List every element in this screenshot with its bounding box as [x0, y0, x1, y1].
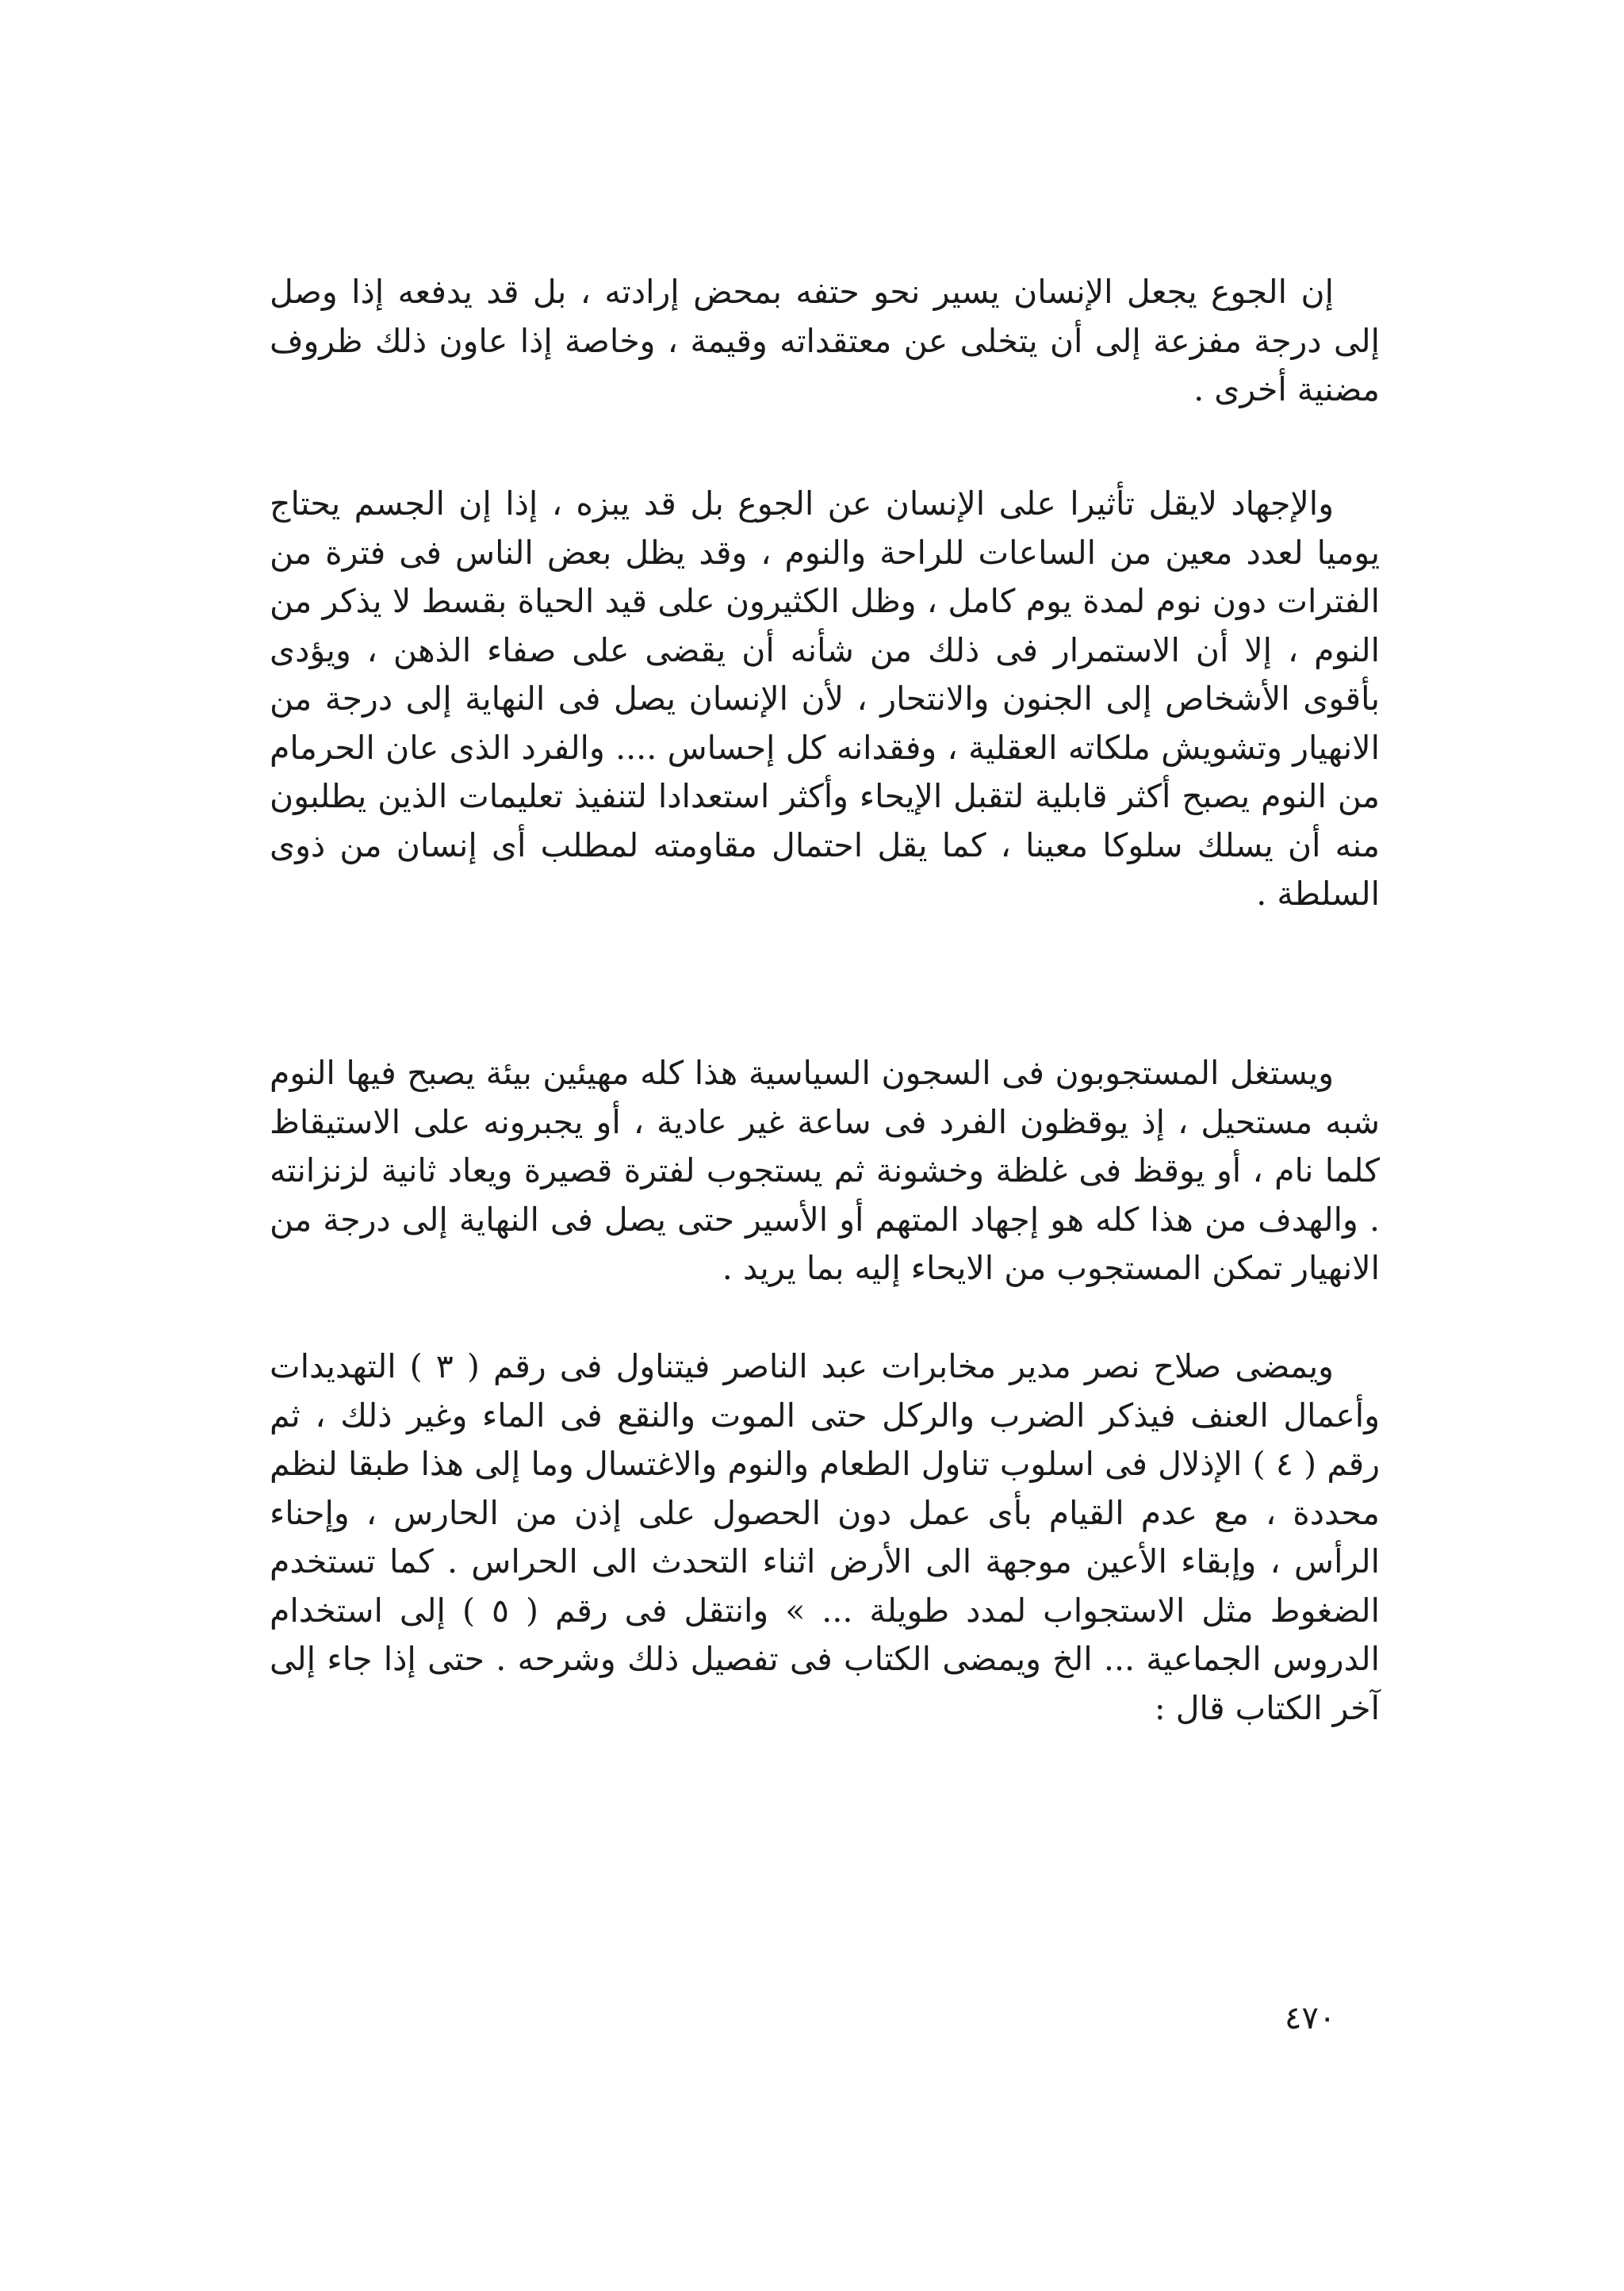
paragraph-2 — [270, 480, 1380, 919]
paragraph-4 — [270, 1343, 1380, 1733]
paragraph-text: إن الجوع يجعل الإنسان يسير نحو حتفه بمحض إرادته ، بل قد يدفعه إذا وصل إلى درجة مفزعة إلى أن يتخلى عن معتقداته وقيمة ، وخاصة إذا عاون ذلك ظروف مضنية أخرى . — [270, 273, 1380, 408]
paragraph-text: ويمضى صلاح نصر مدير مخابرات عبد الناصر فيتناول فى رقم ( ٣ ) التهديدات وأعمال العنف فيذكر الضرب والركل حتى الموت والنقع فى الماء وغير ذلك ، ثم رقم ( ٤ ) الإذلال فى اسلوب تناول الطعام والنوم والاغتسال وما إلى هذا طبقا لنظم محددة ، مع عدم القيام بأى عمل دون الحصول على إذن من الحارس ، وإحناء الرأس ، وإبقاء الأعين موجهة الى الأرض اثناء التحدث الى الحراس . كما تستخدم الضغوط مثل الاستجواب لمدد طويلة ... » وانتقل فى رقم ( ٥ ) إلى استخدام الدروس الجماعية ... الخ ويمضى الكتاب فى تفصيل ذلك وشرحه . حتى إذا جاء إلى آخر الكتاب قال : — [270, 1347, 1380, 1727]
page-number: ٤٧٠ — [1285, 2000, 1336, 2036]
paragraph-3 — [270, 1049, 1380, 1293]
paragraph-text: والإجهاد لايقل تأثيرا على الإنسان عن الجوع بل قد يبزه ، إذا إن الجسم يحتاج يوميا لعدد معين من الساعات للراحة والنوم ، وقد يظل بعض الناس فى فترة من الفترات دون نوم لمدة يوم كامل ، وظل الكثيرون على قيد الحياة بقسط لا يذكر من النوم ، إلا أن الاستمرار فى ذلك من شأنه أن يقضى على صفاء الذهن ، ويؤدى بأقوى الأشخاص إلى الجنون والانتحار ، لأن الإنسان يصل فى النهاية إلى درجة من الانهيار وتشويش ملكاته العقلية ، وفقدانه كل إحساس .... والفرد الذى عان الحرمام من النوم يصبح أكثر قابلية لتقبل الإيحاء وأكثر استعدادا لتنفيذ تعليمات الذين يطلبون منه أن يسلك سلوكا معينا ، كما يقل احتمال مقاومته لمطلب أى إنسان من ذوى السلطة . — [270, 485, 1380, 913]
paragraph-1 — [270, 268, 1380, 415]
paragraph-text: ويستغل المستجوبون فى السجون السياسية هذا كله مهيئين بيئة يصبح فيها النوم شبه مستحيل ، إذ يوقظون الفرد فى ساعة غير عادية ، أو يجبرونه على الاستيقاظ كلما نام ، أو يوقظ فى غلظة وخشونة ثم يستجوب لفترة قصيرة ويعاد ثانية لزنزانته . والهدف من هذا كله هو إجهاد المتهم أو الأسير حتى يصل فى النهاية إلى درجة من الانهيار تمكن المستجوب من الايحاء إليه بما يريد . — [270, 1054, 1380, 1287]
